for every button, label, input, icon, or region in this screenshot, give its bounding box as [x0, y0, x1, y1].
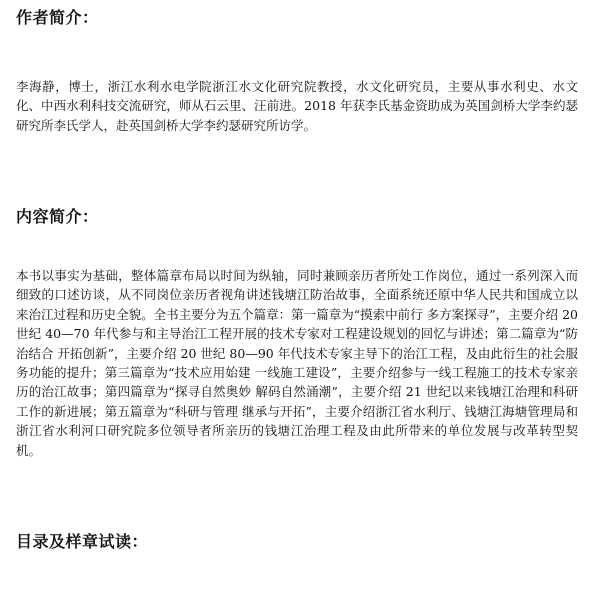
content-intro-heading: 内容简介：	[16, 207, 99, 226]
author-intro-heading: 作者简介：	[16, 8, 99, 27]
content-intro-text: 本书以事实为基础，整体篇章布局以时间为纵轴，同时兼顾亲历者所处工作岗位，通过一系列深入而细致的口述访谈，从不同岗位亲历者视角讲述钱塘江防治故事，全面系统还原中华人民共和国成立以来治江过程和历史全貌。全书主要分为五个篇章：第一篇章为“摸索中前行 多方案探寻”，主要介绍 20 世纪 40—70 年代参与和主导治江工程开展的技术专家对工程建设规划的回忆与讲述；第二篇章为“防治结合 开拓创新”，主要介绍 20 世纪 80—90 年代技术专家主导下的治江工程，及由此衍生的社会服务功能的提升；第三篇章为“技术应用始建 一线施工建设”，主要介绍参与一线工程施工的技术专家亲历的治江故事；第四篇章为“探寻自然奥妙 解码自然涌潮”，主要介绍 21 世纪以来钱塘江治理和科研工作的新进展；第五篇章为“科研与管理 继承与开拓”，主要介绍浙江省水利厅、钱塘江海塘管理局和浙江省水利河口研究院多位领导者所亲历的钱塘江治理工程及由此所带来的单位发展与改革转型契机。	[16, 268, 578, 458]
author-intro-text: 李海静，博士，浙江水利水电学院浙江水文化研究院教授，水文化研究员，主要从事水利史、水文化、中西水利科技交流研究，师从石云里、汪前进。2018 年获李氏基金资助成为英国剑桥大学李约瑟研究所李氏学人，赴英国剑桥大学李约瑟研究所访学。	[16, 79, 578, 133]
toc-sample-heading: 目录及样章试读：	[16, 532, 149, 551]
